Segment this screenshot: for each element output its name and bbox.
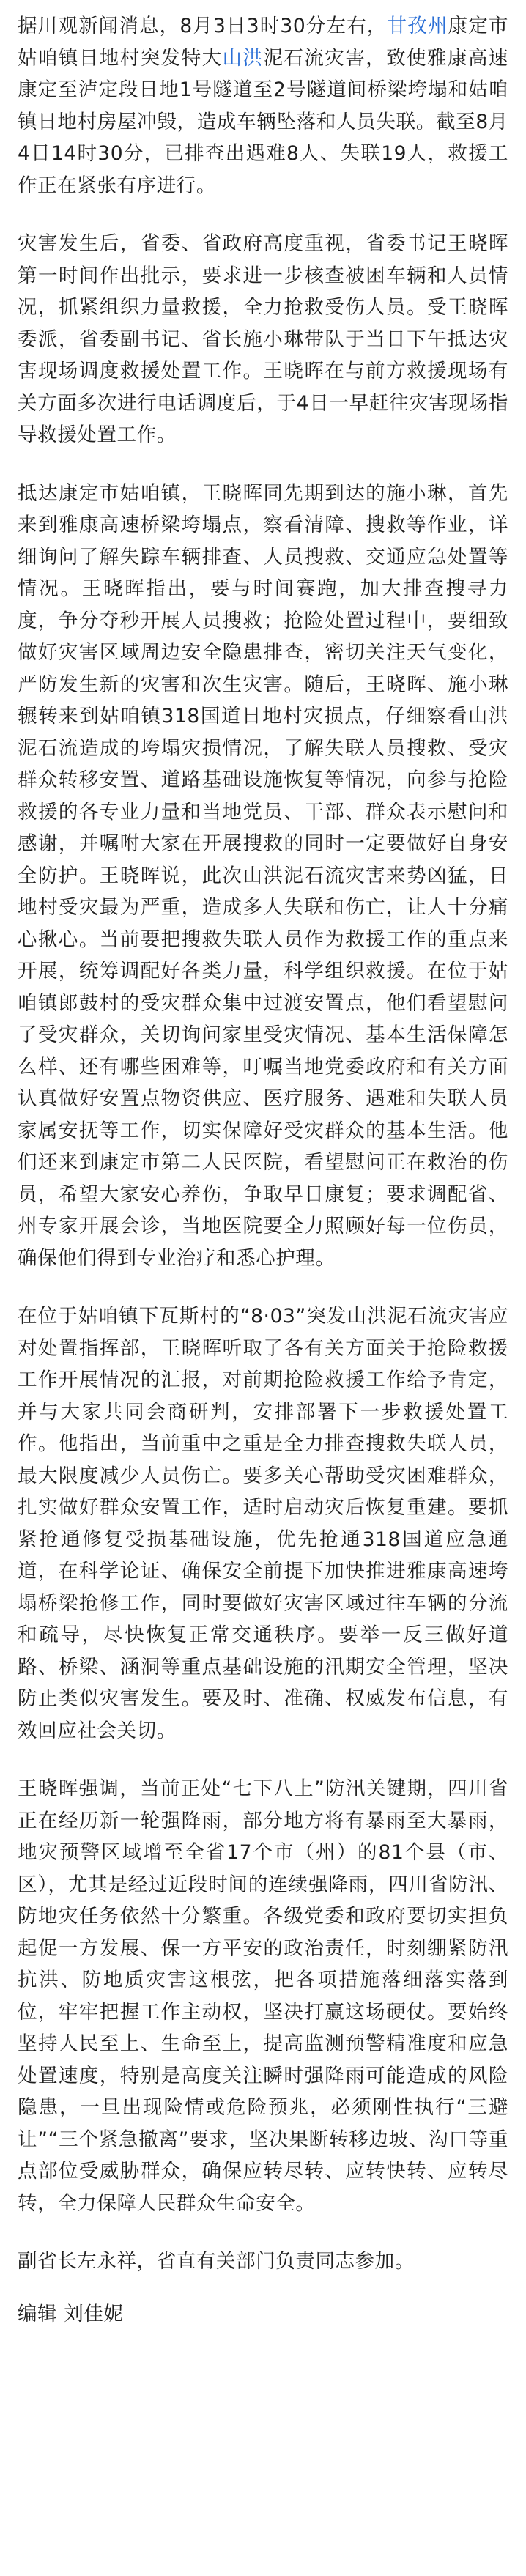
paragraph-flood-season: 王晓晖强调，当前正处“七下八上”防汛关键期，四川省正在经历新一轮强降雨，部分地方将有暴雨至大暴雨，地灾预警区域增至全省17个市（州）的81个县（市、区），尤其是经过近段时间的连续强降雨，四川省防汛、防地灾任务依然十分繁重。各级党委和政府要切实担负起促一方发展、保一方平安的政治责任，时刻绷紧防汛抗洪、防地质灾害这根弦，把各项措施落细落实落到位，牢牢把握工作主动权，坚决打赢这场硬仗。要始终坚持人民至上、生命至上，提高监测预警精准度和应急处置速度，特别是高度关注瞬时强降雨可能造成的风险隐患，一旦出现险情或危险预兆，必须刚性执行“三避让”“三个紧急撤离”要求，坚决果断转移边坡、沟口等重点部位受威胁群众，确保应转尽转、应转快转、应转尽转，全力保障人民群众生命安全。 (18, 1777, 508, 2215)
paragraph-attendees: 副省长左永祥，省直有关部门负责同志参加。 (18, 2250, 415, 2273)
editor-credit: 编辑 刘佳妮 (18, 2302, 124, 2325)
link-ganzi[interactable]: 甘孜州 (387, 15, 448, 37)
intro-text-a: 据川观新闻消息，8月3日3时30分左右， (18, 15, 388, 37)
paragraph-site-visit: 抵达康定市姑咱镇，王晓晖同先期到达的施小琳，首先来到雅康高速桥梁垮塌点，察看清障、搜救等作业，详细询问了解失踪车辆排查、人员搜救、交通应急处置等情况。王晓晖指出，要与时间赛跑，加大排查搜寻力度，争分夺秒开展人员搜救；抢险处置过程中，要细致做好灾害区域周边安全隐患排查，密切关注天气变化，严防发生新的灾害和次生灾害。随后，王晓晖、施小琳辗转来到姑咱镇318国道日地村灾损点，仔细察看山洪泥石流造成的垮塌灾损情况，了解失联人员搜救、受灾群众转移安置、道路基础设施恢复等情况，向参与抢险救援的各专业力量和当地党员、干部、群众表示慰问和感谢，并嘱咐大家在开展搜救的同时一定要做好自身安全防护。王晓晖说，此次山洪泥石流灾害来势凶猛，日地村受灾最为严重，造成多人失联和伤亡，让人十分痛心揪心。当前要把搜救失联人员作为救援工作的重点来开展，统筹调配好各类力量，科学组织救援。在位于姑咱镇郎鼓村的受灾群众集中过渡安置点，他们看望慰问了受灾群众，关切询问家里受灾情况、基本生活保障怎么样、还有哪些困难等，叮嘱当地党委政府和有关方面认真做好安置点物资供应、医疗服务、遇难和失联人员家属安抚等工作，切实保障好受灾群众的基本生活。他们还来到康定市第二人民医院，看望慰问正在救治的伤员，希望大家安心养伤，争取早日康复；要求调配省、州专家开展会诊，当地医院要全力照顾好每一位伤员，确保他们得到专业治疗和悉心护理。 (18, 481, 508, 1270)
paragraph-command-post: 在位于姑咱镇下瓦斯村的“8·03”突发山洪泥石流灾害应对处置指挥部，王晓晖听取了各有关方面关于抢险救援工作开展情况的汇报，对前期抢险救援工作给予肯定，并与大家共同会商研判，安排部署下一步救援处置工作。他指出，当前重中之重是全力排查搜救失联人员，最大限度减少人员伤亡。要多关心帮助受灾困难群众，扎实做好群众安置工作，适时启动灾后恢复重建。要抓紧抢通修复受损基础设施，优先抢通318国道应急通道，在科学论证、确保安全前提下加快推进雅康高速垮塌桥梁抢修工作，同时要做好灾害区域过往车辆的分流和疏导，尽快恢复正常交通秩序。要举一反三做好道路、桥梁、涵洞等重点基础设施的汛期安全管理，坚决防止类似灾害发生。要及时、准确、权威发布信息，有效回应社会关切。 (18, 1305, 508, 1742)
link-shanhong[interactable]: 山洪 (222, 46, 264, 70)
intro-text-c: 泥石流灾害，致使雅康高速康定至泸定段日地1号隧道至2号隧道间桥梁垮塌和姑咱镇日地村房屋冲毁，造成车辆坠落和人员失联。截至8月4日14时30分，已排查出遇难8人、失联19人，救援工作正在紧张有序进行。 (18, 46, 509, 197)
paragraph-intro (18, 10, 508, 201)
paragraph-response: 灾害发生后，省委、省政府高度重视，省委书记王晓晖第一时间作出批示，要求进一步核查被困车辆和人员情况，抓紧组织力量救援，全力抢救受伤人员。受王晓晖委派，省委副书记、省长施小琳带队于当日下午抵达灾害现场调度救援处置工作。王晓晖在与前方救援现场有关方面多次进行电话调度后，于4日一早赶往灾害现场指导救援处置工作。 (18, 232, 508, 446)
intro-text-b: 康定市姑咱镇日地村突发特大 (18, 15, 508, 70)
